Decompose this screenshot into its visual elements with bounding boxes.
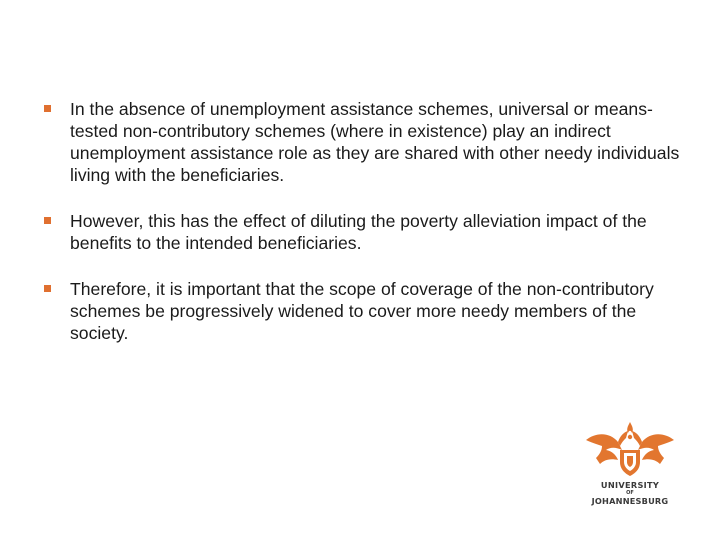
university-logo bbox=[582, 420, 678, 516]
bullet-text: Therefore, it is important that the scope of coverage of the non-contributory schemes be progressively widened to cover more needy members of the society. bbox=[70, 279, 654, 343]
bullet-item bbox=[42, 278, 682, 344]
logo-line-of: OF bbox=[626, 490, 634, 496]
square-bullet-icon bbox=[44, 217, 51, 224]
square-bullet-icon bbox=[44, 285, 51, 292]
bullet-text: In the absence of unemployment assistance schemes, universal or means-tested non-contributory schemes (where in existence) play an indirect unemployment assistance role as they are shared with other needy individuals living with the beneficiaries. bbox=[70, 99, 680, 185]
bullet-item bbox=[42, 210, 682, 254]
logo-wordmark bbox=[582, 480, 678, 506]
logo-line-johannesburg: JOHANNESBURG bbox=[591, 496, 669, 506]
bullet-item bbox=[42, 98, 682, 186]
twin-birds-crest-icon bbox=[582, 420, 678, 480]
logo-line-university: UNIVERSITY bbox=[600, 480, 660, 490]
bullet-list bbox=[42, 98, 682, 368]
square-bullet-icon bbox=[44, 105, 51, 112]
bullet-text: However, this has the effect of diluting the poverty alleviation impact of the benefits to the intended beneficiaries. bbox=[70, 211, 647, 253]
